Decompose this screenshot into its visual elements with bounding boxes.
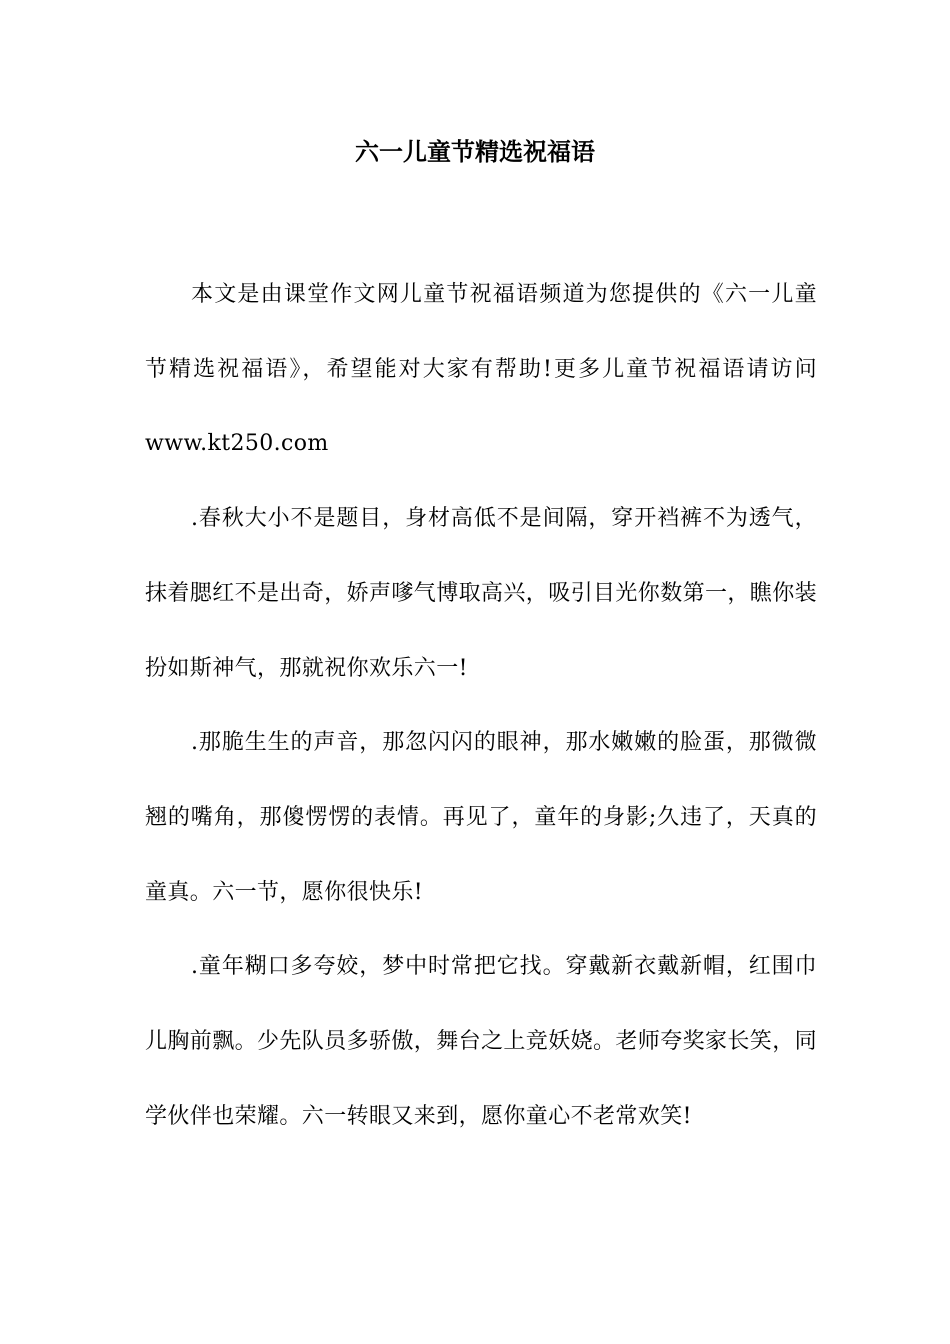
- document-title: 六一儿童节精选祝福语: [355, 137, 595, 166]
- paragraph-intro: 本文是由课堂作文网儿童节祝福语频道为您提供的《六一儿童节精选祝福语》，希望能对大家有帮助!更多儿童节祝福语请访问www.kt250.com: [145, 282, 817, 457]
- document-body: [145, 258, 817, 1154]
- paragraph-blessing-2: .那脆生生的声音，那忽闪闪的眼神，那水嫩嫩的脸蛋，那微微翘的嘴角，那傻愣愣的表情。再见了，童年的身影;久违了，天真的童真。六一节，愿你很快乐!: [145, 730, 817, 905]
- paragraph-blessing-3: .童年糊口多夸姣，梦中时常把它找。穿戴新衣戴新帽，红围巾儿胸前飘。少先队员多骄傲，舞台之上竞妖娆。老师夸奖家长笑，同学伙伴也荣耀。六一转眼又来到，愿你童心不老常欢笑!: [145, 954, 818, 1129]
- paragraph-blessing-1: .春秋大小不是题目，身材高低不是间隔，穿开裆裤不为透气，抹着腮红不是出奇，娇声嗲气博取高兴，吸引目光你数第一，瞧你装扮如斯神气，那就祝你欢乐六一!: [145, 506, 818, 681]
